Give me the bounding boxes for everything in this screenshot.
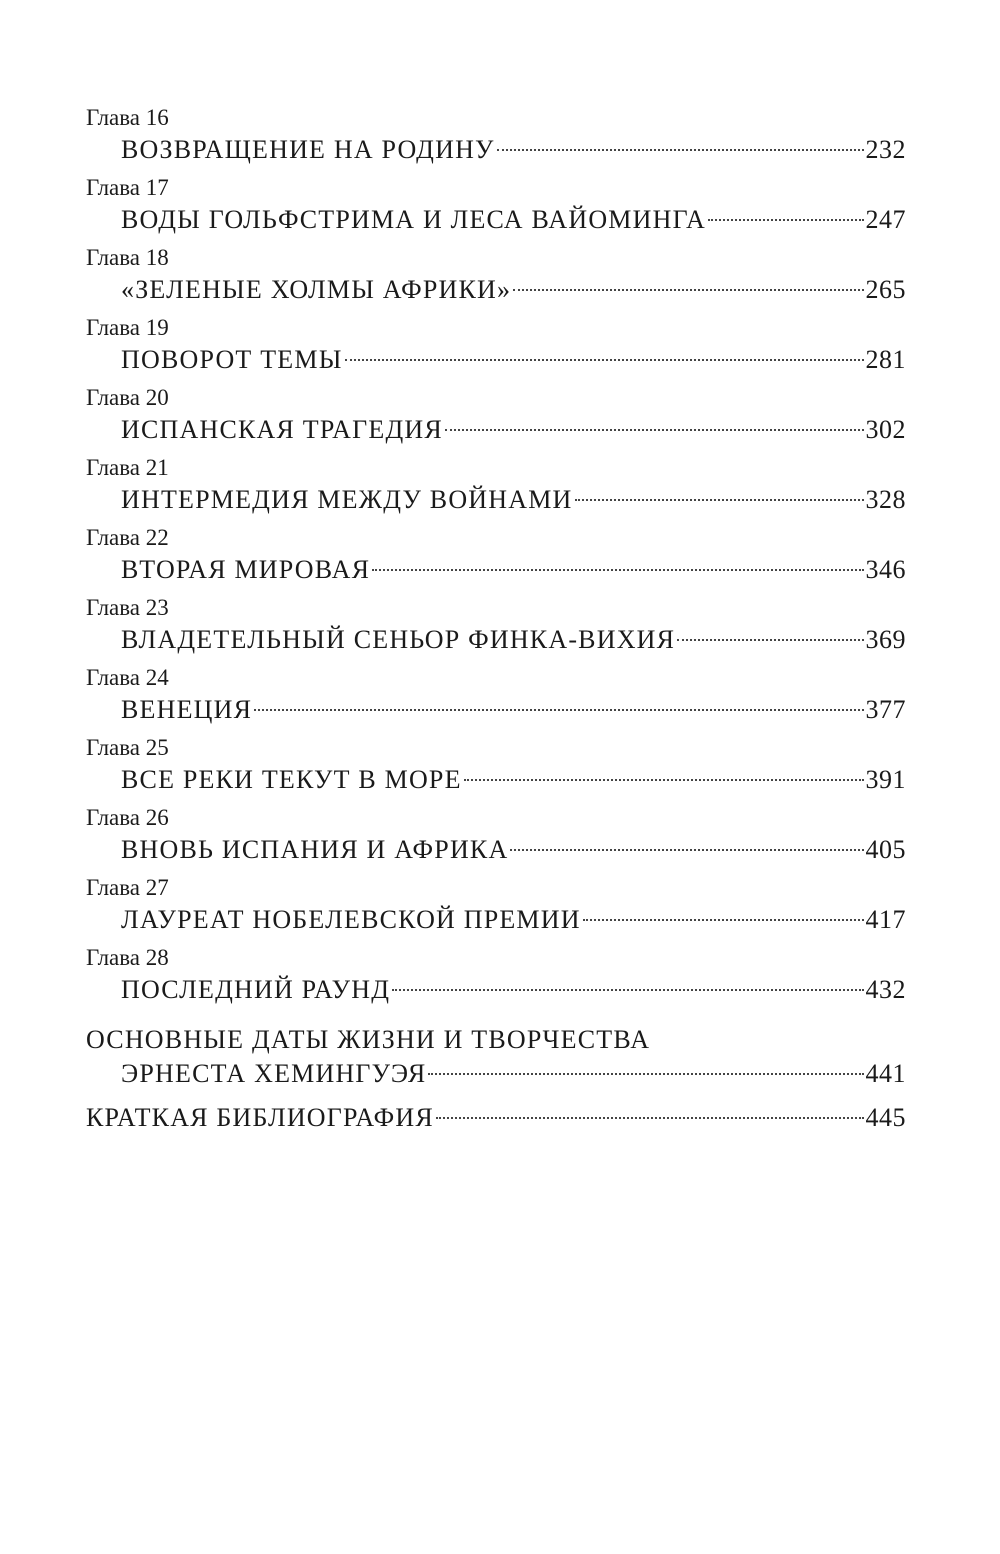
toc-chapter-28[interactable] (86, 943, 906, 1013)
page-number: 265 (865, 275, 906, 304)
page-number: 441 (865, 1059, 906, 1088)
toc-entry (86, 1057, 906, 1091)
dot-leader (345, 359, 864, 361)
chapter-title: ВОЗВРАЩЕНИЕ НА РОДИНУ (121, 135, 495, 164)
page-number: 432 (865, 975, 906, 1004)
chapter-title: ПОВОРОТ ТЕМЫ (121, 345, 343, 374)
toc-chapter-24[interactable] (86, 663, 906, 733)
dot-leader (392, 989, 863, 991)
chapter-label: Глава 28 (86, 945, 169, 970)
dot-leader (708, 219, 864, 221)
chapter-label: Глава 25 (86, 735, 169, 760)
dot-leader (445, 429, 864, 431)
chapter-title: ВТОРАЯ МИРОВАЯ (121, 555, 371, 584)
toc-entry (86, 483, 906, 517)
chapter-label: Глава 20 (86, 385, 169, 410)
dot-leader (513, 289, 863, 291)
page-number: 232 (865, 135, 906, 164)
chapter-title: ПОСЛЕДНИЙ РАУНД (121, 975, 391, 1004)
toc-entry (86, 623, 906, 657)
dot-leader (575, 499, 864, 501)
chapter-title: ВЕНЕЦИЯ (121, 695, 253, 724)
chapter-label: Глава 26 (86, 805, 169, 830)
toc-entry (86, 1101, 906, 1135)
toc-entry (86, 973, 906, 1007)
chapter-title: ИНТЕРМЕДИЯ МЕЖДУ ВОЙНАМИ (121, 485, 573, 514)
toc-chapter-18[interactable] (86, 243, 906, 313)
chapter-label: Глава 19 (86, 315, 169, 340)
chapter-title: ВОДЫ ГОЛЬФСТРИМА И ЛЕСА ВАЙОМИНГА (121, 205, 706, 234)
toc-entry (86, 833, 906, 867)
dot-leader (428, 1073, 863, 1075)
toc-chapter-21[interactable] (86, 453, 906, 523)
toc-entry (86, 133, 906, 167)
toc-chapter-16[interactable] (86, 103, 906, 173)
dot-leader (464, 779, 864, 781)
dot-leader (372, 569, 863, 571)
page-number: 417 (865, 905, 906, 934)
toc-chapter-25[interactable] (86, 733, 906, 803)
dot-leader (436, 1117, 864, 1119)
toc-chapter-22[interactable] (86, 523, 906, 593)
chapter-label: Глава 18 (86, 245, 169, 270)
page-number: 369 (865, 625, 906, 654)
dot-leader (497, 149, 864, 151)
chapter-title: ЛАУРЕАТ НОБЕЛЕВСКОЙ ПРЕМИИ (121, 905, 581, 934)
page-number: 445 (865, 1103, 906, 1132)
toc-entry (86, 413, 906, 447)
dot-leader (510, 849, 863, 851)
page-number: 302 (865, 415, 906, 444)
page-number: 405 (865, 835, 906, 864)
toc-entry (86, 203, 906, 237)
toc-chapter-17[interactable] (86, 173, 906, 243)
chapter-title: ВЛАДЕТЕЛЬНЫЙ СЕНЬОР ФИНКА-ВИХИЯ (121, 625, 676, 654)
table-of-contents (86, 103, 906, 1135)
chapter-label: Глава 22 (86, 525, 169, 550)
page-number: 346 (865, 555, 906, 584)
chapter-label: Глава 23 (86, 595, 169, 620)
chapter-label: Глава 17 (86, 175, 169, 200)
toc-chapter-27[interactable] (86, 873, 906, 943)
chapter-label: Глава 21 (86, 455, 169, 480)
dot-leader (583, 919, 864, 921)
toc-bibliography-entry[interactable] (86, 1101, 906, 1135)
appendix-title-line2: ЭРНЕСТА ХЕМИНГУЭЯ (121, 1059, 427, 1088)
toc-entry (86, 763, 906, 797)
chapter-label: Глава 27 (86, 875, 169, 900)
toc-entry (86, 273, 906, 307)
chapter-label: Глава 24 (86, 665, 169, 690)
page-number: 247 (865, 205, 906, 234)
bibliography-title: КРАТКАЯ БИБЛИОГРАФИЯ (86, 1103, 434, 1132)
dot-leader (254, 709, 863, 711)
toc-dates-entry[interactable] (86, 1023, 906, 1091)
toc-chapter-26[interactable] (86, 803, 906, 873)
appendix-title-line1: ОСНОВНЫЕ ДАТЫ ЖИЗНИ И ТВОРЧЕСТВА (86, 1025, 651, 1054)
dot-leader (677, 639, 863, 641)
chapter-label: Глава 16 (86, 105, 169, 130)
toc-entry (86, 553, 906, 587)
chapter-title: ВНОВЬ ИСПАНИЯ И АФРИКА (121, 835, 509, 864)
toc-entry (86, 693, 906, 727)
chapter-title: ВСЕ РЕКИ ТЕКУТ В МОРЕ (121, 765, 462, 794)
chapter-title: «ЗЕЛЕНЫЕ ХОЛМЫ АФРИКИ» (121, 275, 512, 304)
toc-chapter-23[interactable] (86, 593, 906, 663)
toc-chapter-20[interactable] (86, 383, 906, 453)
toc-entry (86, 903, 906, 937)
page-number: 328 (865, 485, 906, 514)
page-number: 377 (865, 695, 906, 724)
toc-entry (86, 343, 906, 377)
page-number: 391 (865, 765, 906, 794)
toc-chapter-19[interactable] (86, 313, 906, 383)
page-number: 281 (865, 345, 906, 374)
chapter-title: ИСПАНСКАЯ ТРАГЕДИЯ (121, 415, 443, 444)
